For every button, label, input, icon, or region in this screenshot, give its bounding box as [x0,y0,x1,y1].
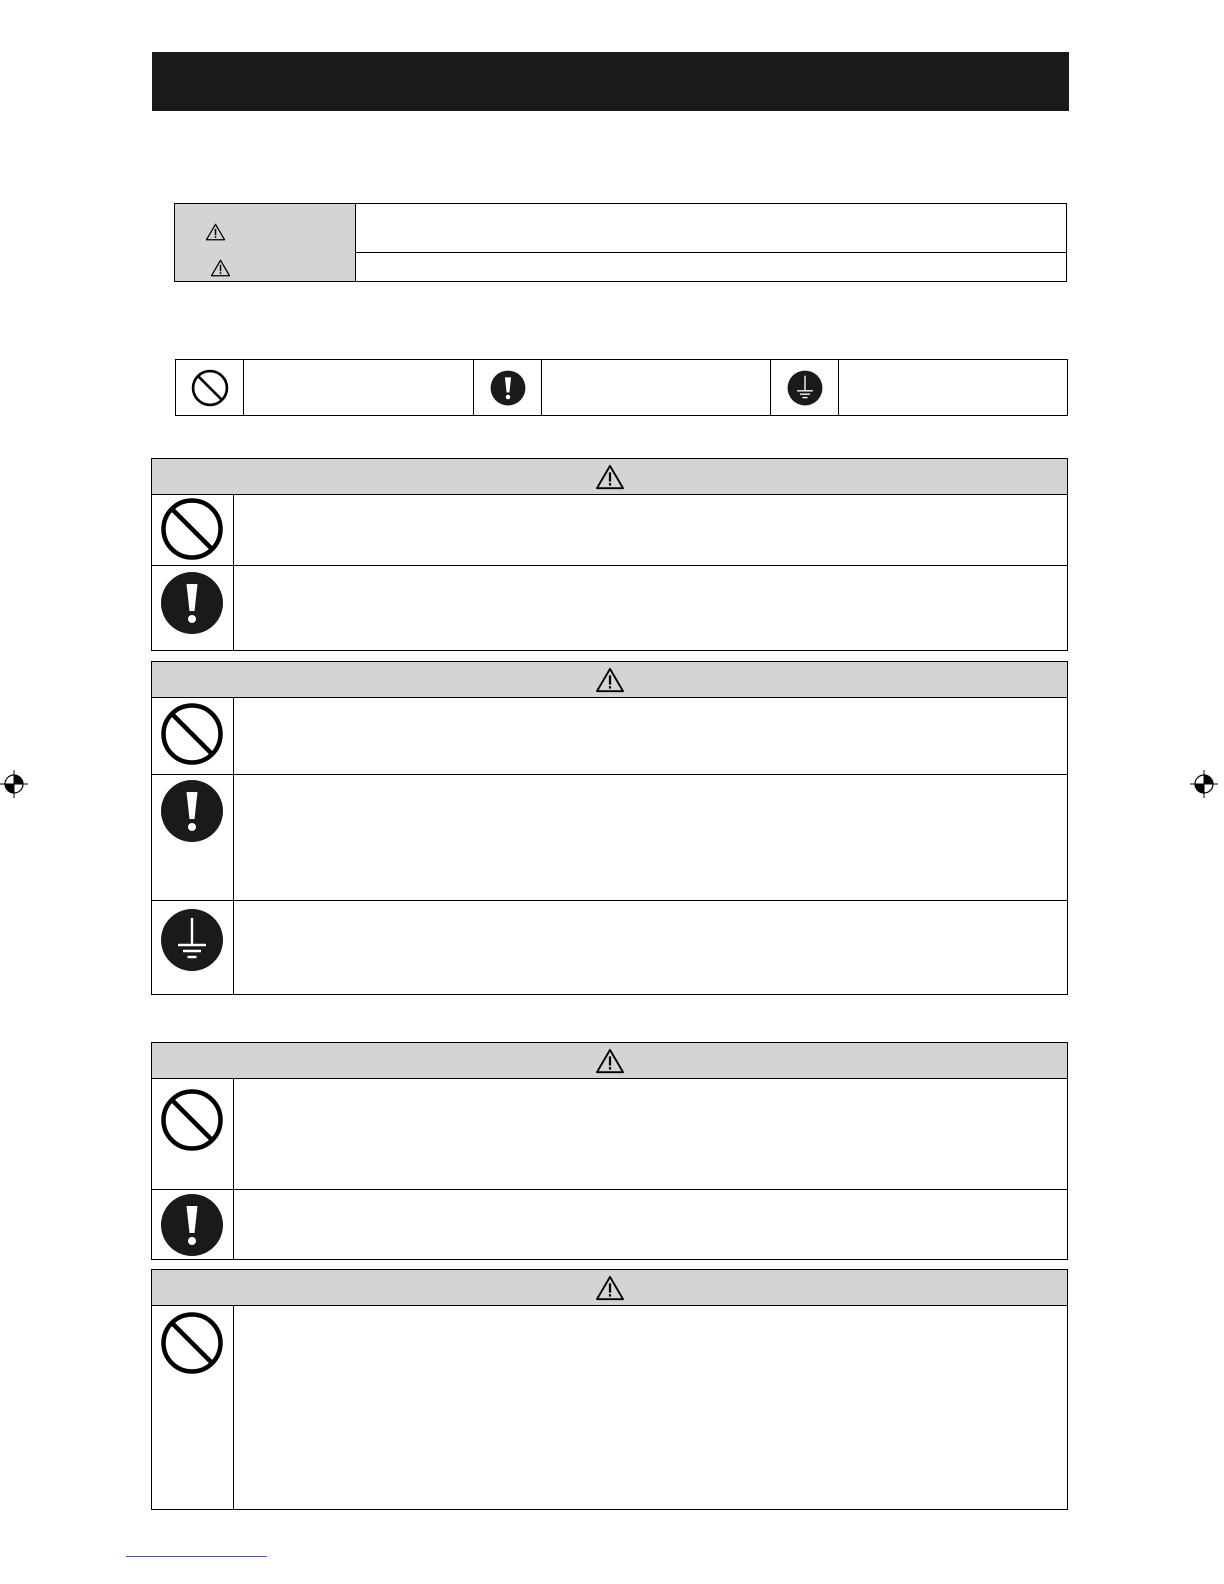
legend-row-caution [175,252,1066,281]
warning-item-mandatory [152,1189,1067,1259]
footer-link-underline [126,1556,267,1557]
warning-item-ground [152,900,1067,994]
mandatory-action-icon [160,571,224,635]
warning-box-3 [151,1042,1068,1260]
warning-box-header [152,1043,1067,1079]
warning-item-mandatory [152,774,1067,901]
warning-box-4 [151,1269,1068,1510]
symbol-meaning-table [175,359,1068,416]
warning-box-2 [151,661,1068,995]
warning-triangle-icon [594,464,626,490]
mandatory-action-icon [160,1193,224,1257]
mandatory-action-icon [490,370,526,406]
ground-earth-icon [160,908,224,972]
symbol-cell-mandatory [474,360,771,415]
warning-triangle-icon [594,667,626,693]
legend-label-cell [175,252,356,281]
ground-earth-icon [787,370,823,406]
warning-item-prohibition [152,1078,1067,1190]
prohibition-icon [160,1311,224,1375]
warning-item-prohibition [152,1305,1067,1509]
prohibition-icon [160,1088,224,1152]
page-title-bar [152,52,1069,111]
signal-word-legend-table [174,203,1067,282]
symbol-cell-prohibition [176,360,473,415]
warning-triangle-icon [210,259,231,277]
mandatory-action-icon [160,779,224,843]
warning-triangle-icon [205,223,226,241]
legend-label-cell [175,204,356,252]
warning-item-prohibition [152,494,1067,566]
registration-mark-icon [1190,770,1218,798]
prohibition-icon [160,497,224,561]
registration-mark-icon [0,770,28,798]
prohibition-icon [191,369,229,407]
warning-box-header [152,662,1067,698]
warning-item-prohibition [152,697,1067,775]
warning-box-1 [151,458,1068,651]
warning-box-header [152,459,1067,495]
warning-triangle-icon [594,1048,626,1074]
warning-box-header [152,1270,1067,1306]
symbol-cell-ground [771,360,1067,415]
warning-triangle-icon [594,1275,626,1301]
warning-item-mandatory [152,565,1067,650]
prohibition-icon [160,702,224,766]
legend-row-warning [175,204,1066,253]
